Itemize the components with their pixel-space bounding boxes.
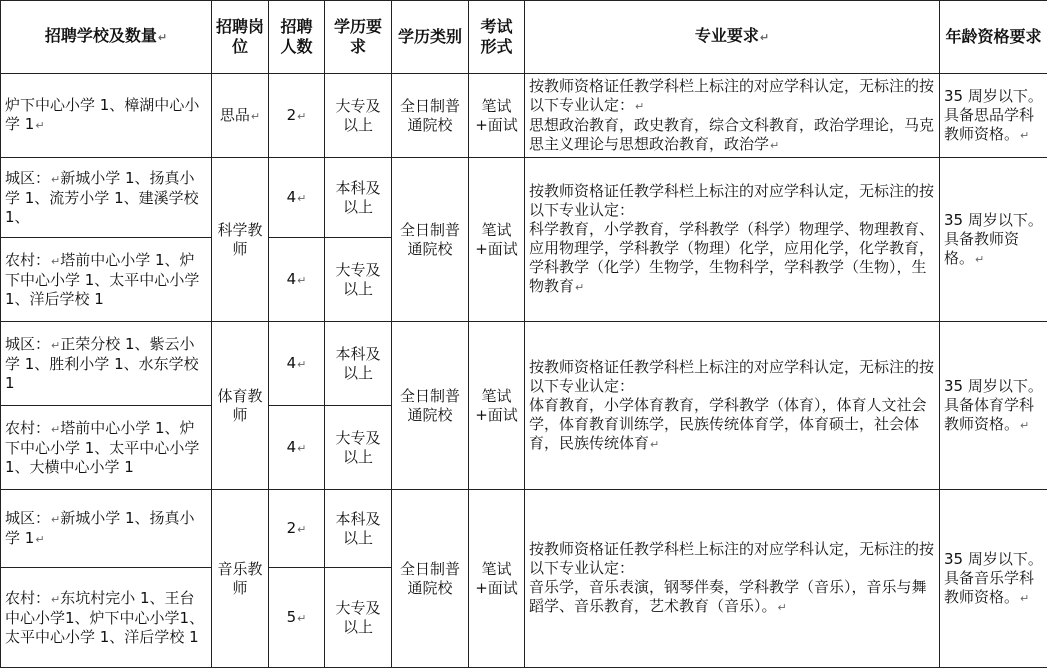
header-age: 年龄资格要求 <box>940 1 1047 74</box>
header-edu-type: 学历类别 <box>392 1 469 74</box>
count-cell: 4↵ <box>269 406 325 490</box>
post-cell: 科学教师 <box>212 158 269 322</box>
edu-req-cell: 大专及以上 <box>325 238 392 322</box>
age-cell: 35 周岁以下。具备思品学科教师资格。↵ <box>940 74 1047 158</box>
major-cell: 按教师资格证任教学科栏上标注的对应学科认定，无标注的按以下专业认定：↵ 思想政治教育，政史教育，综合文科教育，政治学理论，马克思主义理论与思想政治教育，政治学↵ <box>525 74 940 158</box>
exam-cell: 笔试+面试 <box>469 490 525 668</box>
edu-req-cell: 本科及以上 <box>325 158 392 238</box>
count-cell: 4↵ <box>269 238 325 322</box>
count-cell: 5↵ <box>269 568 325 668</box>
school-cell: 农村：↵塔前中心小学 1、炉下中心小学 1、太平中心小学 1、洋后学校 1 <box>1 238 212 322</box>
school-cell: 农村：↵塔前中心小学 1、炉下中心小学 1、太平中心小学 1、大横中心小学 1 <box>1 406 212 490</box>
table-row <box>1 322 1047 406</box>
count-cell: 2↵ <box>269 490 325 568</box>
post-cell: 音乐教师 <box>212 490 269 668</box>
post-cell: 思品↵ <box>212 74 269 158</box>
table-row <box>1 158 1047 238</box>
post-cell: 体育教师 <box>212 322 269 490</box>
edu-req-cell: 大专及以上 <box>325 406 392 490</box>
school-cell: 城区：↵新城小学 1、扬真小学 1、流芳小学 1、建溪学校 1、 <box>1 158 212 238</box>
school-cell: 城区：↵正荣分校 1、紫云小学 1、胜利小学 1、水东学校 1 <box>1 322 212 406</box>
header-school: 招聘学校及数量↵ <box>1 1 212 74</box>
exam-cell: 笔试+面试 <box>469 74 525 158</box>
school-cell: 农村：↵东坑村完小 1、王台中心小学1、炉下中心小学1、太平中心小学 1、洋后学校 1 <box>1 568 212 668</box>
edu-req-cell: 本科及以上 <box>325 322 392 406</box>
exam-cell: 笔试+面试 <box>469 322 525 490</box>
major-cell: 按教师资格证任教学科栏上标注的对应学科认定，无标注的按以下专业认定： 体育教育，小学体育教育，学科教学（体育），体育人文社会学，体育教育训练学，民族传统体育学，体育硕士，社会体育，民族传统体育↵ <box>525 322 940 490</box>
edu-req-cell: 大专及以上 <box>325 568 392 668</box>
exam-cell: 笔试+面试 <box>469 158 525 322</box>
table-row <box>1 74 1047 158</box>
age-cell: 35 周岁以下。具备体育学科教师资格。↵ <box>940 322 1047 490</box>
age-cell: 35 周岁以下。具备教师资格。↵ <box>940 158 1047 322</box>
edu-req-cell: 大专及以上 <box>325 74 392 158</box>
major-cell: 按教师资格证任教学科栏上标注的对应学科认定，无标注的按以下专业认定： 音乐学，音乐表演，钢琴伴奏，学科教学（音乐），音乐与舞蹈学、音乐教育，艺术教育（音乐）。↵ <box>525 490 940 668</box>
header-major: 专业要求↵ <box>525 1 940 74</box>
major-cell: 按教师资格证任教学科栏上标注的对应学科认定，无标注的按以下专业认定： 科学教育，小学教育，学科教学（科学）物理学、物理教育、应用物理学，学科教学（物理）化学，应用化学，化学教育，学科教学（化学）生物学，生物科学，学科教学（生物），生物教育↵ <box>525 158 940 322</box>
count-cell: 4↵ <box>269 322 325 406</box>
count-cell: 2↵ <box>269 74 325 158</box>
edu-type-cell: 全日制普通院校 <box>392 158 469 322</box>
edu-type-cell: 全日制普通院校 <box>392 74 469 158</box>
age-cell: 35 周岁以下。具备音乐学科教师资格。↵ <box>940 490 1047 668</box>
school-cell: 炉下中心小学 1、樟湖中心小学 1↵ <box>1 74 212 158</box>
table-row <box>1 490 1047 568</box>
header-post: 招聘岗位 <box>212 1 269 74</box>
header-row <box>1 1 1047 74</box>
school-cell: 城区：↵新城小学 1、扬真小学 1↵ <box>1 490 212 568</box>
edu-req-cell: 本科及以上 <box>325 490 392 568</box>
header-count: 招聘人数 <box>269 1 325 74</box>
edu-type-cell: 全日制普通院校 <box>392 322 469 490</box>
count-cell: 4↵ <box>269 158 325 238</box>
header-edu-req: 学历要求 <box>325 1 392 74</box>
header-exam: 考试形式 <box>469 1 525 74</box>
edu-type-cell: 全日制普通院校 <box>392 490 469 668</box>
